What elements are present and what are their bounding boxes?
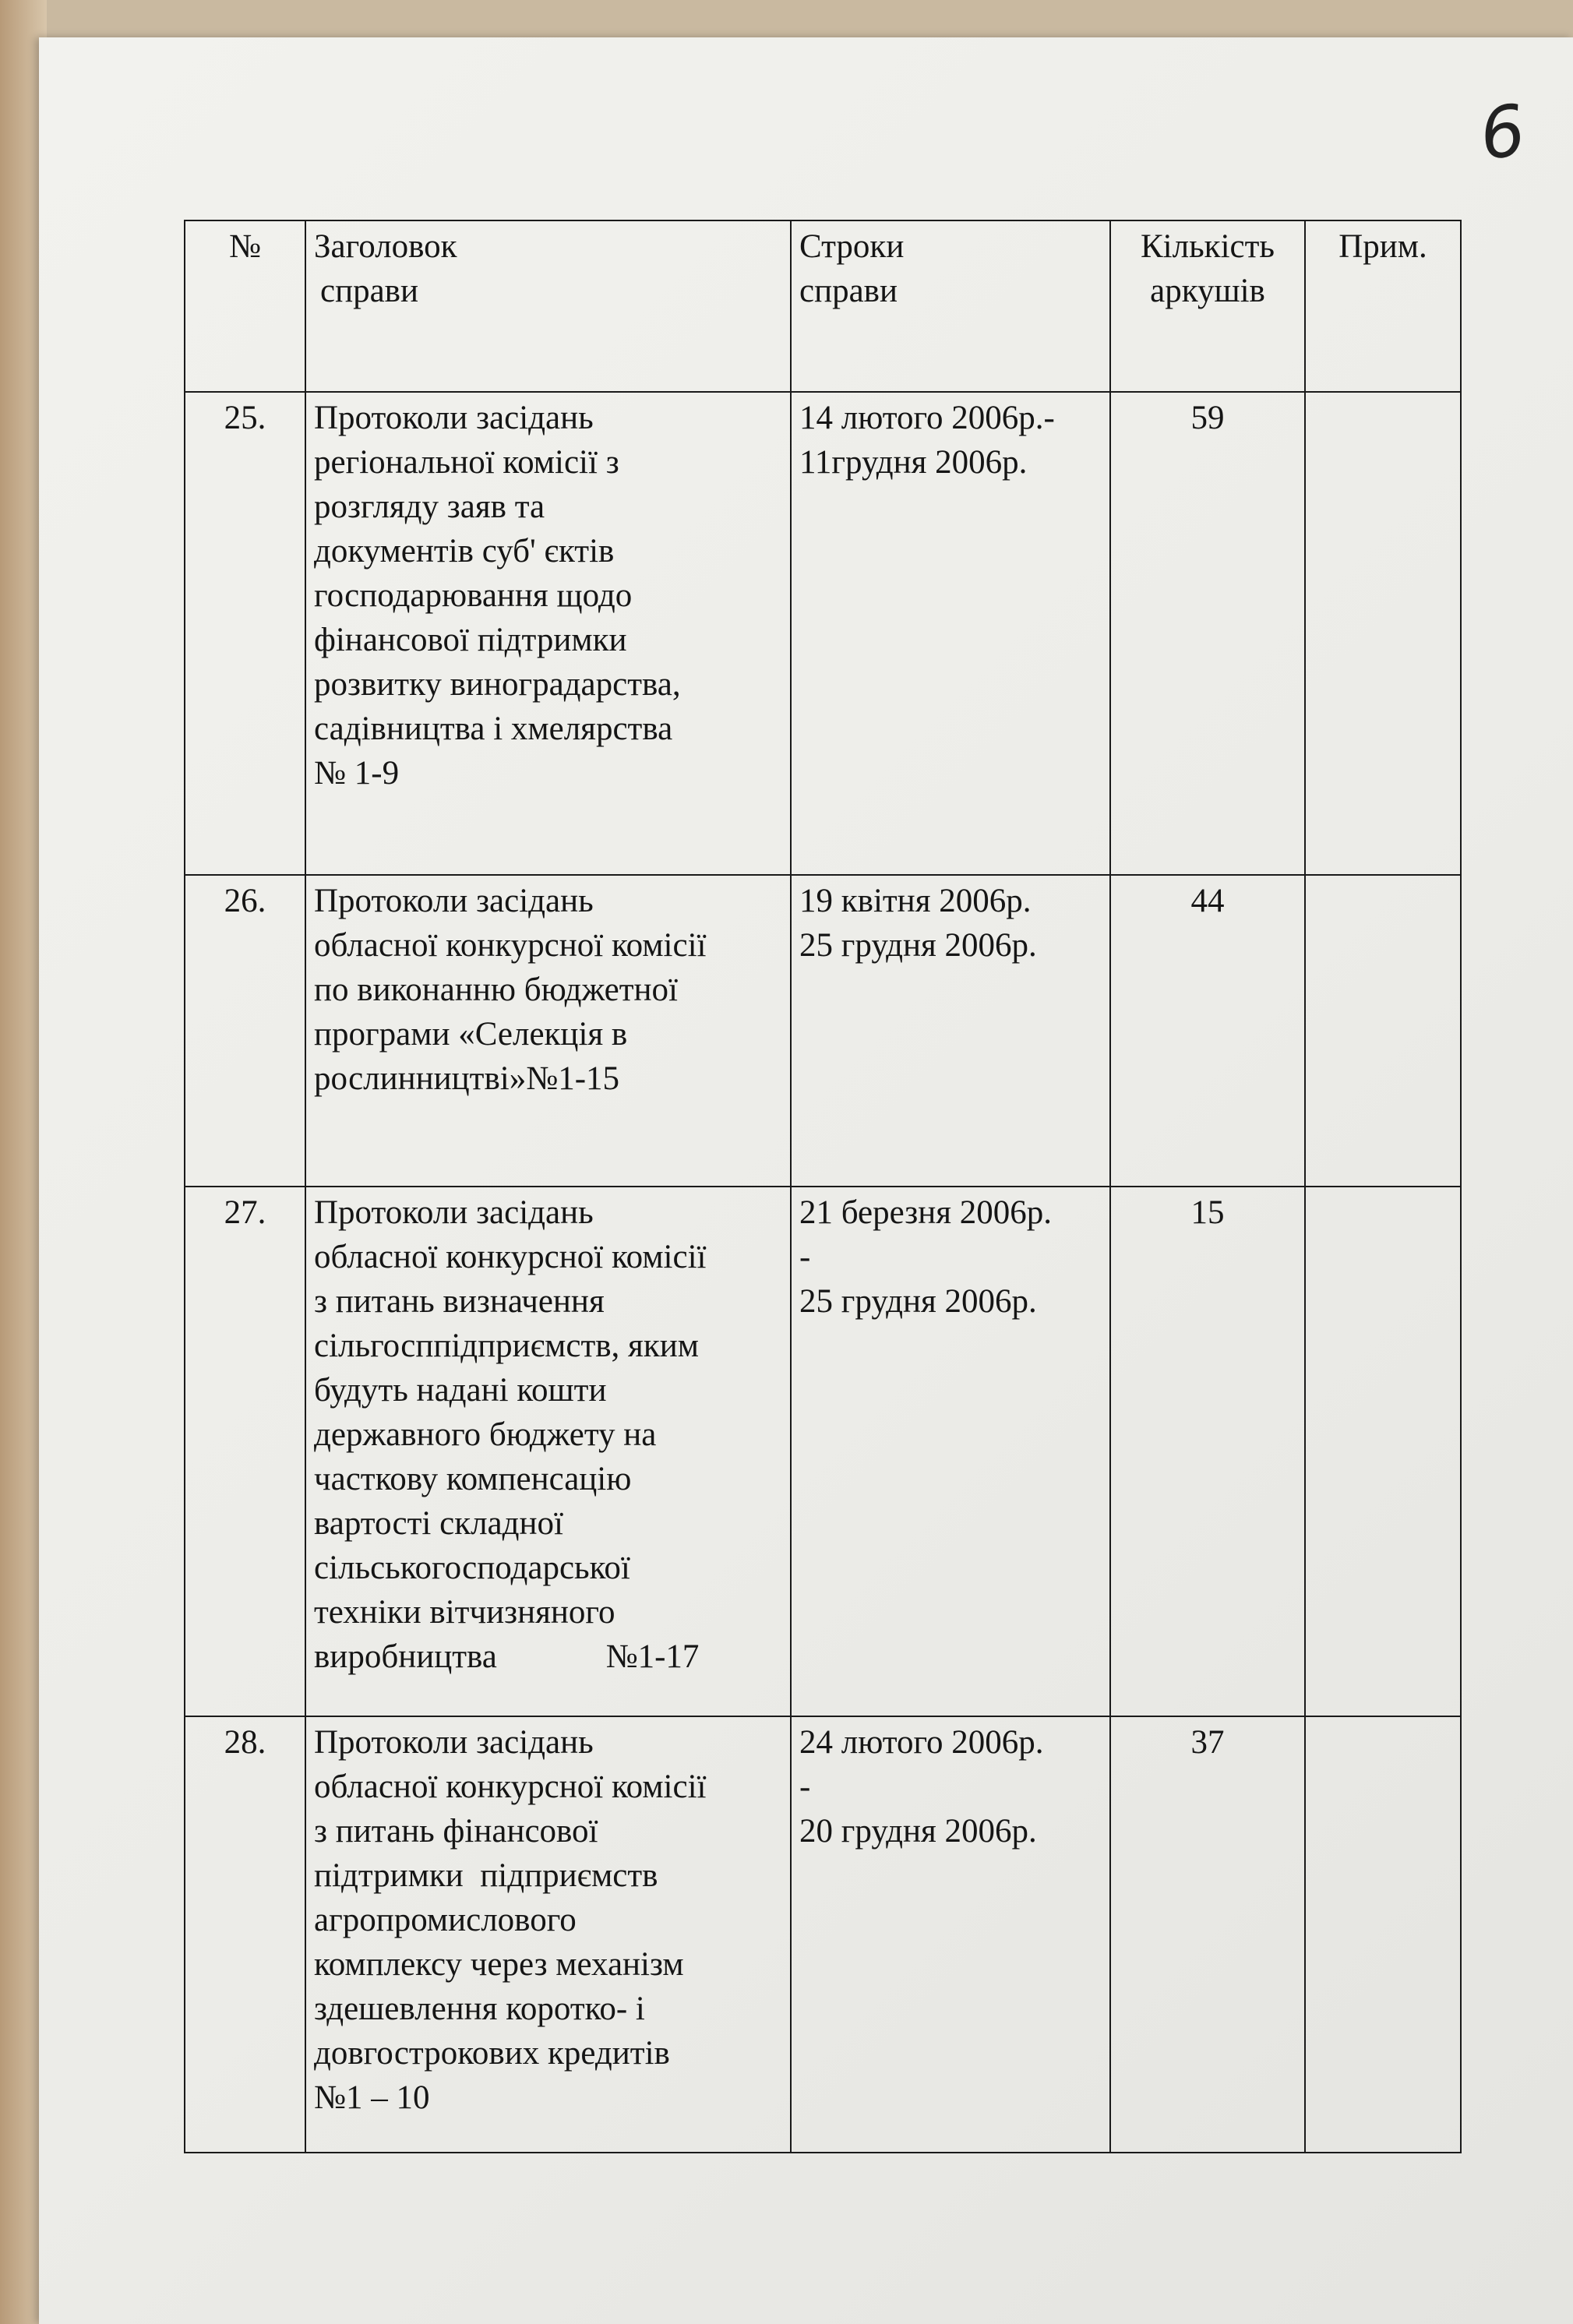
row-title — [305, 875, 791, 1187]
row-number: 27. — [185, 1187, 305, 1716]
row-title-line: рослинництві»№1-15 — [314, 1060, 620, 1097]
row-date-line: 20 грудня 2006р. — [799, 1813, 1037, 1850]
table-body — [185, 392, 1461, 2153]
row-date-line: - — [799, 1769, 811, 1805]
header-sheets-line: аркушів — [1150, 273, 1265, 309]
row-title-line: довгострокових кредитів — [314, 2035, 670, 2072]
row-date-line: 14 лютого 2006р.- — [799, 400, 1055, 436]
row-title-line: агропромислового — [314, 1902, 577, 1938]
inventory-table — [184, 220, 1462, 2153]
table-row — [185, 875, 1461, 1187]
header-note: Прим. — [1305, 220, 1461, 392]
row-number: 28. — [185, 1716, 305, 2153]
row-title-line: Протоколи засідань — [314, 400, 594, 436]
header-title — [305, 220, 791, 392]
row-title-line: вартості складної — [314, 1505, 563, 1542]
row-title-line: обласної конкурсної комісії — [314, 1239, 707, 1275]
row-date-line: 21 березня 2006р. — [799, 1194, 1053, 1231]
page-number: 6 — [1474, 89, 1531, 177]
row-title-line: програми «Селекція в — [314, 1016, 628, 1053]
row-title-line: часткову компенсацію — [314, 1461, 632, 1497]
row-title — [305, 1187, 791, 1716]
row-title — [305, 1716, 791, 2153]
table-header-row — [185, 220, 1461, 392]
row-title-line: здешевлення коротко- і — [314, 1991, 645, 2027]
header-dates — [791, 220, 1110, 392]
header-sheets — [1110, 220, 1305, 392]
row-title-line: сільгосппідприємств, яким — [314, 1328, 699, 1364]
row-title-line: по виконанню бюджетної — [314, 972, 678, 1008]
row-title-line: сільськогосподарської — [314, 1550, 630, 1586]
row-dates — [791, 1716, 1110, 2153]
row-number: 26. — [185, 875, 305, 1187]
row-dates — [791, 875, 1110, 1187]
row-date-line: 25 грудня 2006р. — [799, 927, 1037, 964]
table-row — [185, 1716, 1461, 2153]
row-title-line: №1 – 10 — [314, 2079, 430, 2116]
row-title-line: розвитку виноградарства, — [314, 666, 681, 703]
row-dates — [791, 1187, 1110, 1716]
row-title-line: № 1-9 — [314, 755, 400, 792]
row-date-line: 25 грудня 2006р. — [799, 1283, 1037, 1320]
row-date-line: - — [799, 1239, 811, 1275]
row-title-line: документів суб' єктів — [314, 533, 615, 570]
row-title-line: Протоколи засідань — [314, 883, 594, 919]
header-sheets-line: Кількість — [1140, 228, 1275, 265]
row-title-line: розгляду заяв та — [314, 488, 545, 525]
row-date-line: 19 квітня 2006р. — [799, 883, 1032, 919]
row-number: 25. — [185, 392, 305, 875]
table-row — [185, 1187, 1461, 1716]
row-title-line: з питань визначення — [314, 1283, 605, 1320]
row-title-line: регіональної комісії з — [314, 444, 619, 481]
row-title-line: Протоколи засідань — [314, 1724, 594, 1761]
row-title-line: виробництва №1-17 — [314, 1638, 700, 1675]
row-date-line: 11грудня 2006р. — [799, 444, 1028, 481]
row-title-line: фінансової підтримки — [314, 622, 627, 658]
table-row — [185, 392, 1461, 875]
row-title-line: державного бюджету на — [314, 1416, 657, 1453]
row-note — [1305, 1716, 1461, 2153]
row-note — [1305, 392, 1461, 875]
row-sheet-count: 44 — [1110, 875, 1305, 1187]
row-sheet-count: 15 — [1110, 1187, 1305, 1716]
row-title-line: з питань фінансової — [314, 1813, 598, 1850]
row-title — [305, 392, 791, 875]
row-title-line: обласної конкурсної комісії — [314, 927, 707, 964]
header-title-line: справи — [320, 273, 418, 309]
row-title-line: господарювання щодо — [314, 577, 633, 614]
row-title-line: підтримки підприємств — [314, 1857, 658, 1894]
header-number: № — [185, 220, 305, 392]
row-title-line: садівництва і хмелярства — [314, 711, 673, 747]
row-sheet-count: 37 — [1110, 1716, 1305, 2153]
row-note — [1305, 875, 1461, 1187]
header-title-line: Заголовок — [314, 228, 457, 265]
document-page — [39, 37, 1573, 2324]
row-date-line: 24 лютого 2006р. — [799, 1724, 1044, 1761]
row-note — [1305, 1187, 1461, 1716]
row-title-line: комплексу через механізм — [314, 1946, 684, 1983]
row-title-line: будуть надані кошти — [314, 1372, 607, 1409]
header-dates-line: справи — [799, 273, 898, 309]
header-dates-line: Строки — [799, 228, 905, 265]
row-dates — [791, 392, 1110, 875]
row-title-line: техніки вітчизняного — [314, 1594, 615, 1631]
row-title-line: Протоколи засідань — [314, 1194, 594, 1231]
row-title-line: обласної конкурсної комісії — [314, 1769, 707, 1805]
row-sheet-count: 59 — [1110, 392, 1305, 875]
